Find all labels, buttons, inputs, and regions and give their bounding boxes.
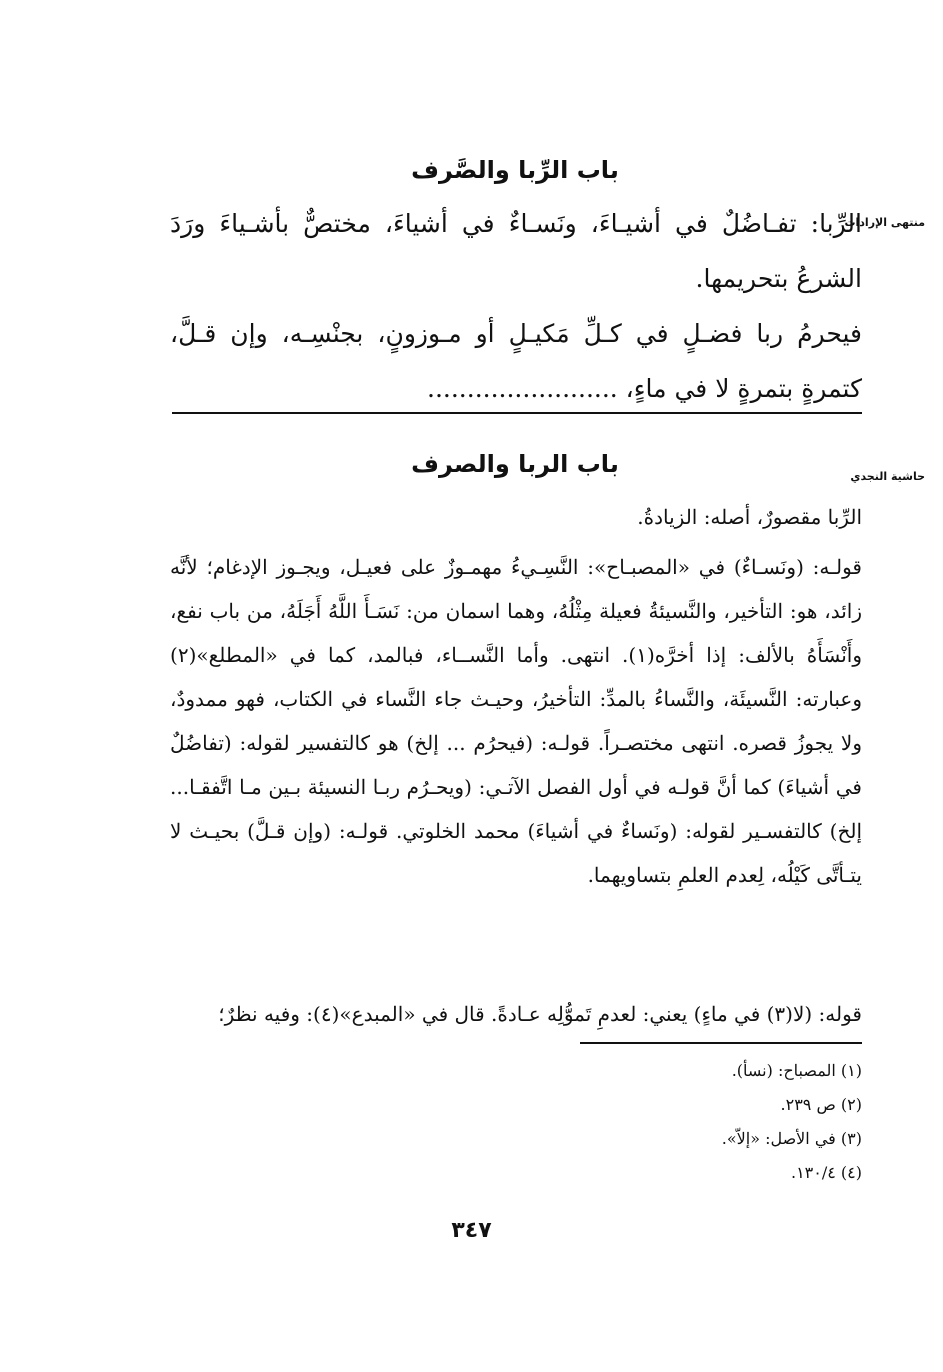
page-number: ٣٤٧ <box>451 1218 492 1243</box>
muntaha-paragraph-1: الرِّبا: تفـاضُلٌ في أشيـاءَ، ونَسـاءٌ في أشياءَ، مختصٌّ بأشـياءَ ورَدَ الشرعُ بتحريمها. <box>170 209 862 293</box>
footnote: (١) المصباح: (نسأ). <box>731 1061 862 1080</box>
section-divider <box>172 412 862 414</box>
hashiya-paragraph-3: قوله: (لا(٣) في ماءٍ) يعني: لعدمِ تَموُّلِه عـادةً. قال في «المبدع»(٤): وفيه نظرٌ؛ <box>218 1002 862 1026</box>
footnote-divider <box>580 1042 862 1044</box>
hashiya-paragraph-2: قولـه: (ونَسـاءٌ) في «المصبـاح»: النَّسِـيءُ مهمـوزٌ على فعيـل، ويجـوز الإدغام؛ لأنَّه زائد، هو: التأخير، والنَّسيئةُ فعيلة مِثْلُهُ، وهما اسمان من: نَسَـأَ اللَّهُ أَجَلَهُ، من باب نفع، وأَنْسَأَهُ بالألف: إذا أخرَّه(١). انتهى. وأما النَّســاء، فبالمد، كما في «المطلع»(٢) وعبارته: النَّسيئَة، والنَّساءُ بالمدِّ: التأخيرُ، وحيـث جاء النَّساء في الكتاب، فهو ممدودٌ، ولا يجوزُ قصره. انتهى مختصـراً. قولـه: (فيحرُم ... إلخ) هو كالتفسير لقوله: (تفاضُلٌ في أشياءَ) كما أنَّ قولـه في أول الفصل الآتـي: (ويحـرُم ربـا النسيئة بـين مـا اتَّفقـا... إلخ) كالتفسـير لقوله: (ونَساءٌ في أشياءَ) محمد الخلوتي. قولـه: (وإن قـلَّ) بحيـث لا يتـأتَّى كَيْلُه، لِعدم العلمِ بتساويهما. <box>170 555 862 887</box>
footnotes <box>170 1054 862 1190</box>
side-label-muntaha: منتهى الإرادات <box>844 216 925 229</box>
muntaha-paragraph-2: فيحرمُ ربا فضـلٍ في كـلِّ مَكيـلٍ أو مـوزونٍ، بجنْسِـه، وإن قـلَّ، كتمرةٍ بتمرةٍ لا في ماءٍ، ........................ <box>170 319 862 403</box>
footnote: (٢) ص ٢٣٩. <box>780 1095 862 1114</box>
footnote: (٣) في الأصل: «إلاّ». <box>721 1129 862 1148</box>
side-label-hashiya: حاشية النجدي <box>850 470 925 483</box>
hashiya-paragraph-1: الرِّبا مقصورٌ، أصله: الزيادةُ. <box>637 505 862 529</box>
muntaha-heading: باب الرِّبا والصَّرف <box>411 156 619 184</box>
footnote: (٤) ١٣٠/٤. <box>790 1163 862 1182</box>
hashiya-heading: باب الربا والصرف <box>411 450 619 478</box>
